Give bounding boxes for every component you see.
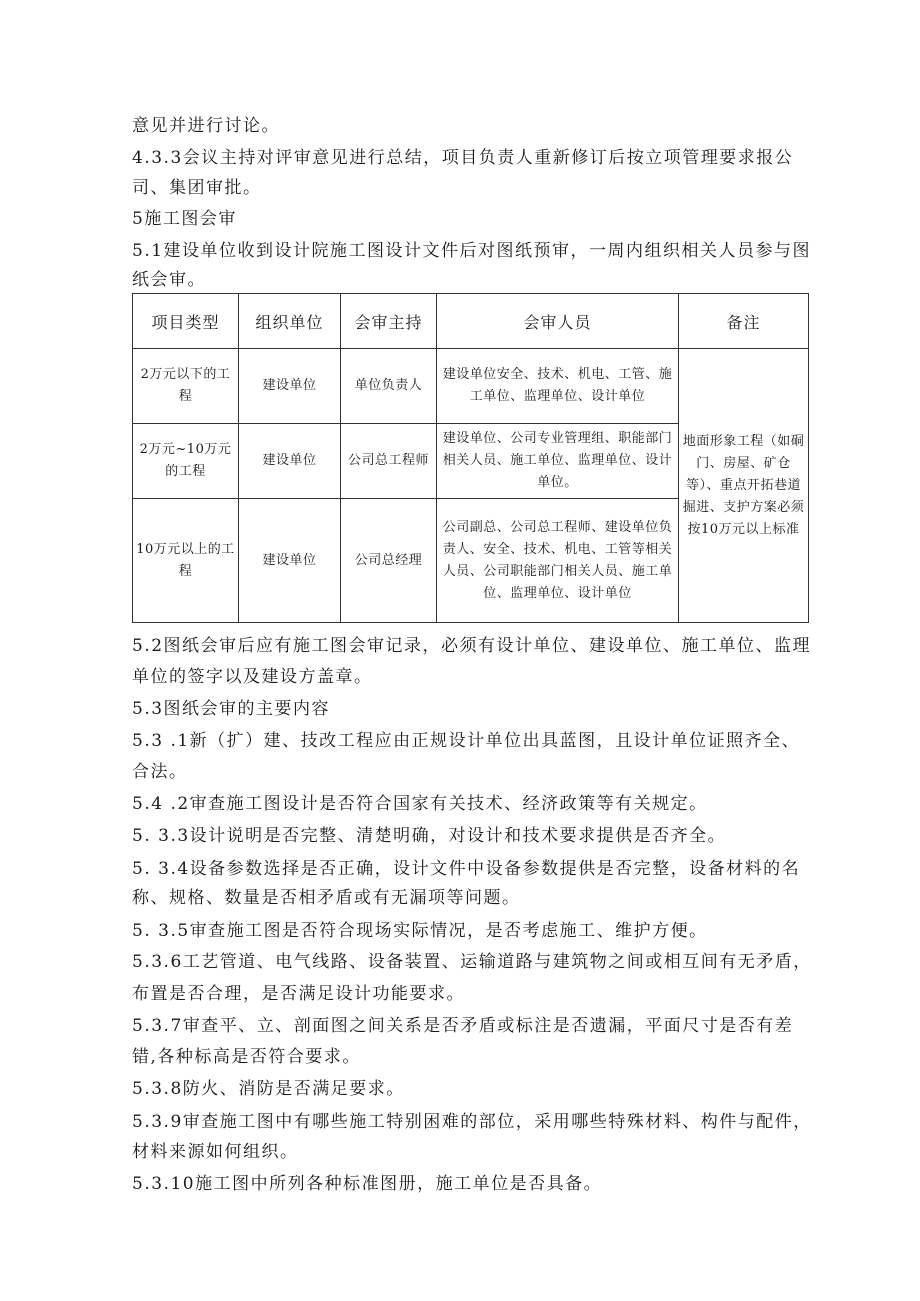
- header-cell: 组织单位: [239, 294, 341, 349]
- paragraph: 5.3 .1新（扩）建、技改工程应由正规设计单位出具蓝图，且设计单位证照齐全、: [132, 731, 801, 751]
- cell-org: 建设单位: [239, 349, 341, 424]
- cell-type: 2万元~10万元的工程: [133, 424, 239, 499]
- paragraph: 布置是否合理，是否满足设计功能要求。: [132, 984, 465, 1004]
- paragraph: 意见并进行讨论。: [132, 116, 280, 136]
- section-heading: 5施工图会审: [132, 209, 237, 229]
- paragraph: 司、集团审批。: [132, 178, 262, 198]
- paragraph: 纸会审。: [132, 270, 206, 290]
- cell-remark: 地面形象工程（如硐门、房屋、矿仓等）、重点开拓巷道掘进、支护方案必须按10万元以上标准: [679, 349, 809, 623]
- paragraph: 5. 3.3设计说明是否完整、清楚明确，对设计和技术要求提供是否齐全。: [132, 826, 727, 846]
- header-cell: 备注: [679, 294, 809, 349]
- paragraph: 称、规格、数量是否相矛盾或有无漏项等问题。: [132, 888, 521, 908]
- cell-host: 公司总经理: [341, 499, 437, 623]
- cell-host: 公司总工程师: [341, 424, 437, 499]
- cell-type: 2万元以下的工程: [133, 349, 239, 424]
- paragraph: 合法。: [132, 762, 188, 782]
- cell-org: 建设单位: [239, 424, 341, 499]
- cell-staff: 建设单位、公司专业管理组、职能部门相关人员、施工单位、监理单位、设计单位。: [437, 424, 679, 499]
- paragraph: 5.4 .2审查施工图设计是否符合国家有关技术、经济政策等有关规定。: [132, 794, 708, 814]
- paragraph: 5. 3.5审查施工图是否符合现场实际情况，是否考虑施工、维护方便。: [132, 921, 708, 941]
- table-header-row: [133, 294, 809, 349]
- paragraph: 4.3.3会议主持对评审意见进行总结，项目负责人重新修订后按立项管理要求报公: [132, 148, 794, 168]
- cell-staff: 建设单位安全、技术、机电、工管、施工单位、监理单位、设计单位: [437, 349, 679, 424]
- header-cell: 会审主持: [341, 294, 437, 349]
- paragraph: 5.3.8防火、消防是否满足要求。: [132, 1079, 405, 1099]
- cell-org: 建设单位: [239, 499, 341, 623]
- paragraph: 5.3.9审查施工图中有哪些施工特别困难的部位，采用哪些特殊材料、构件与配件，: [132, 1112, 812, 1132]
- header-cell: 项目类型: [133, 294, 239, 349]
- cell-type: 10万元以上的工程: [133, 499, 239, 623]
- review-table: [132, 293, 809, 623]
- table-row: [133, 349, 809, 424]
- paragraph: 5.3.7审查平、立、剖面图之间关系是否矛盾或标注是否遗漏，平面尺寸是否有差: [132, 1016, 794, 1036]
- header-cell: 会审人员: [437, 294, 679, 349]
- paragraph: 5.3.6工艺管道、电气线路、设备装置、运输道路与建筑物之间或相互间有无矛盾，: [132, 952, 812, 972]
- paragraph: 材料来源如何组织。: [132, 1142, 299, 1162]
- paragraph: 5.2图纸会审后应有施工图会审记录，必须有设计单位、建设单位、施工单位、监理: [132, 636, 812, 656]
- paragraph: 5.1建设单位收到设计院施工图设计文件后对图纸预审，一周内组织相关人员参与图: [132, 241, 812, 261]
- paragraph: 5.3.10施工图中所列各种标准图册，施工单位是否具备。: [132, 1174, 603, 1194]
- cell-host: 单位负责人: [341, 349, 437, 424]
- section-heading: 5.3图纸会审的主要内容: [132, 699, 331, 719]
- paragraph: 5. 3.4设备参数选择是否正确，设计文件中设备参数提供是否完整，设备材料的名: [132, 859, 801, 879]
- paragraph: 错,各种标高是否符合要求。: [132, 1047, 361, 1067]
- cell-staff: 公司副总、公司总工程师、建设单位负责人、安全、技术、机电、工管等相关人员、公司职能部门相关人员、施工单位、监理单位、设计单位: [437, 499, 679, 623]
- paragraph: 单位的签字以及建设方盖章。: [132, 667, 373, 687]
